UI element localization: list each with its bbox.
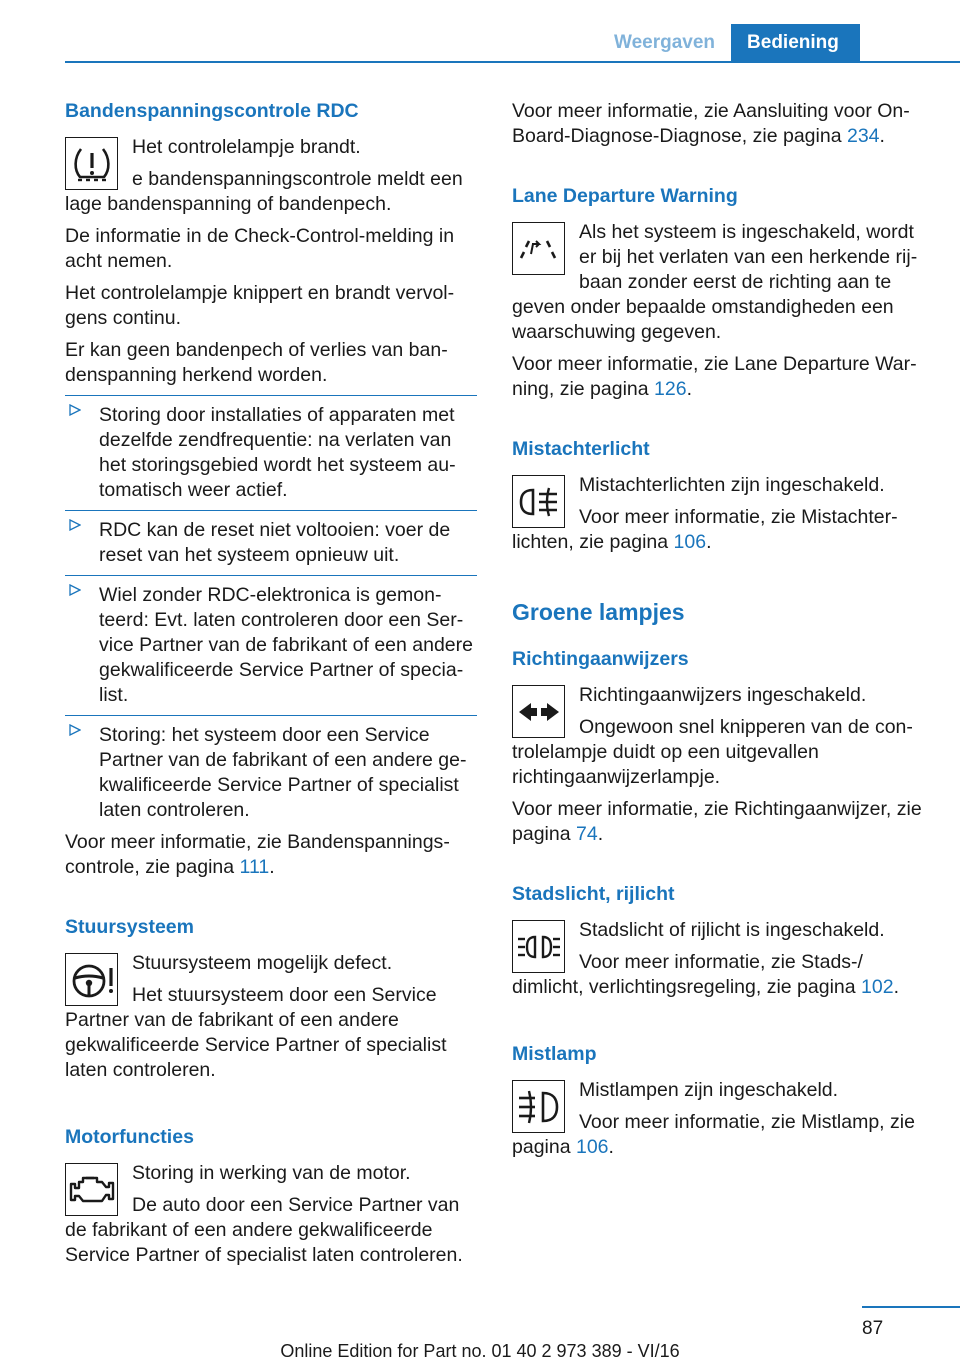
- heading-green-lamps: Groene lampjes: [512, 599, 685, 625]
- section-title-parking-lights: Stadslicht, rijlicht: [512, 883, 675, 905]
- list-item: [65, 395, 477, 503]
- rdc-text-1: Het controlelampje brandt.: [132, 136, 361, 158]
- page-link-102[interactable]: 102: [861, 976, 894, 998]
- section-title-engine: Motorfuncties: [65, 1126, 194, 1148]
- list-item-text: Wiel zonder RDC-elektronica is gemonteerd: Evt. laten controleren door een Service Partner van de fabrikant of een andere gekwalificeerde Service Partner of specialist.: [99, 584, 473, 706]
- left-column: [65, 99, 477, 1310]
- page-link-111[interactable]: 111: [239, 856, 270, 878]
- section-title-fog-lamp: Mistlamp: [512, 1043, 597, 1065]
- right-column: [512, 99, 928, 1202]
- parking-text-1: Stadslicht of rijlicht is ingeschakeld.: [579, 919, 885, 941]
- footer-rule: [862, 1306, 960, 1308]
- section-title-rear-fog: Mistachterlicht: [512, 438, 650, 460]
- section-rdc: [65, 99, 477, 880]
- rdc-text-4: Het controlelampje knippert en brandt vervolgens continu.: [65, 282, 455, 329]
- section-title-turn-signals: Richtingaanwijzers: [512, 648, 689, 670]
- turn-text-2: Ongewoon snel knipperen van de controlelampje duidt op een uitgevallen richtingaanwijzerlampje.: [512, 716, 913, 788]
- section-fog-lamp: [512, 1042, 928, 1167]
- bullet-triangle-icon: [69, 576, 81, 604]
- turn-signal-arrows-icon: [512, 685, 565, 738]
- section-title-steering: Stuursysteem: [65, 916, 194, 938]
- fog-lamp-more-info: Voor meer informatie, zie Mistlamp, zie pagina 106.: [512, 1111, 915, 1158]
- footer-edition: Online Edition for Part no. 01 40 2 973 389 - VI/16: [280, 1341, 680, 1361]
- page-link-106-b[interactable]: 106: [575, 1136, 609, 1158]
- page-link-234[interactable]: 234: [846, 125, 880, 147]
- header-nav: [598, 24, 860, 61]
- rdc-text-2: e bandenspanningscontrole meldt een lage bandenspanning of bandenpech.: [65, 168, 463, 215]
- rdc-text-5: Er kan geen bandenpech of verlies van bandenspanning herkend worden.: [65, 339, 448, 386]
- rear-fog-light-icon: [512, 475, 565, 528]
- fog-lamp-text-1: Mistlampen zijn ingeschakeld.: [579, 1079, 839, 1101]
- ldw-text-1: Als het systeem is ingeschakeld, wordt er bij het verlaten van een herkende rijbaan zonder eerst de richting aan te geven onder bepaalde omstandigheden een waarschuwing gegeven.: [512, 221, 918, 343]
- page-link-74[interactable]: 74: [575, 823, 598, 845]
- rdc-cause-list: [65, 395, 477, 823]
- front-fog-light-icon: [512, 1080, 565, 1133]
- tire-pressure-warning-icon: [65, 137, 118, 190]
- list-item: [65, 510, 477, 568]
- engine-text-1: Storing in werking van de motor.: [132, 1162, 411, 1184]
- engine-text-2: De auto door een Service Partner van de fabrikant of een andere gekwalificeerde Service Partner of specialist laten controleren.: [65, 1194, 463, 1266]
- bullet-triangle-icon: [69, 716, 81, 744]
- section-turn-signals: [512, 647, 928, 847]
- page-number: 87: [862, 1318, 884, 1339]
- steering-text-1: Stuursysteem mogelijk defect.: [132, 952, 393, 974]
- section-title-rdc: Bandenspanningscontrole RDC: [65, 100, 359, 122]
- section-obd: [512, 99, 928, 149]
- rdc-text-3: De informatie in de Check-Control-melding in acht nemen.: [65, 225, 455, 272]
- lane-departure-icon: [512, 222, 565, 275]
- section-steering: [65, 915, 477, 1090]
- steering-text-2: Het stuursysteem door een Service Partner van de fabrikant of een andere gekwalificeerde Service Partner of specialist laten controleren.: [65, 984, 447, 1081]
- rdc-more-info: Voor meer informatie, zie Bandenspanningscontrole, zie pagina 111.: [65, 831, 450, 878]
- tab-bediening[interactable]: Bediening: [731, 24, 860, 61]
- turn-text-1: Richtingaanwijzers ingeschakeld.: [579, 684, 867, 706]
- list-item-text: Storing: het systeem door een Service Partner van de fabrikant of een andere gekwalificeerde Service Partner of specialist laten controleren.: [99, 724, 467, 821]
- turn-more-info: Voor meer informatie, zie Richtingaanwijzer, zie pagina 74.: [512, 798, 922, 845]
- section-engine: [65, 1125, 477, 1275]
- bullet-triangle-icon: [69, 396, 81, 424]
- section-parking-lights: [512, 882, 928, 1007]
- bullet-triangle-icon: [69, 511, 81, 539]
- list-item-text: Storing door installaties of apparaten met dezelfde zendfrequentie: na verlaten van het storingsgebied wordt het systeem automatisch weer actief.: [99, 404, 456, 501]
- parking-light-icon: [512, 920, 565, 973]
- tab-weergaven[interactable]: Weergaven: [614, 32, 716, 53]
- page-link-106[interactable]: 106: [673, 531, 707, 553]
- section-rear-fog: [512, 437, 928, 562]
- list-item: [65, 715, 477, 823]
- ldw-more-info: Voor meer informatie, zie Lane Departure Warning, zie pagina 126.: [512, 353, 917, 400]
- steering-warning-icon: [65, 953, 118, 1006]
- rear-fog-text-1: Mistachterlichten zijn ingeschakeld.: [579, 474, 885, 496]
- parking-more-info: Voor meer informatie, zie Stads-/ dimlicht, verlichtingsregeling, zie pagina 102.: [512, 951, 899, 998]
- section-title-ldw: Lane Departure Warning: [512, 185, 738, 207]
- list-item-text: RDC kan de reset niet voltooien: voer de reset van het systeem opnieuw uit.: [99, 519, 451, 566]
- obd-more-info: Voor meer informatie, zie Aansluiting voor On-Board-Diagnose-Diagnose, zie pagina 234.: [512, 100, 910, 147]
- header-rule: [65, 61, 960, 63]
- engine-check-icon: [65, 1163, 118, 1216]
- page-link-126[interactable]: 126: [654, 378, 687, 400]
- rear-fog-more-info: Voor meer informatie, zie Mistachterlichten, zie pagina 106.: [512, 506, 898, 553]
- section-ldw: [512, 184, 928, 402]
- list-item: [65, 575, 477, 708]
